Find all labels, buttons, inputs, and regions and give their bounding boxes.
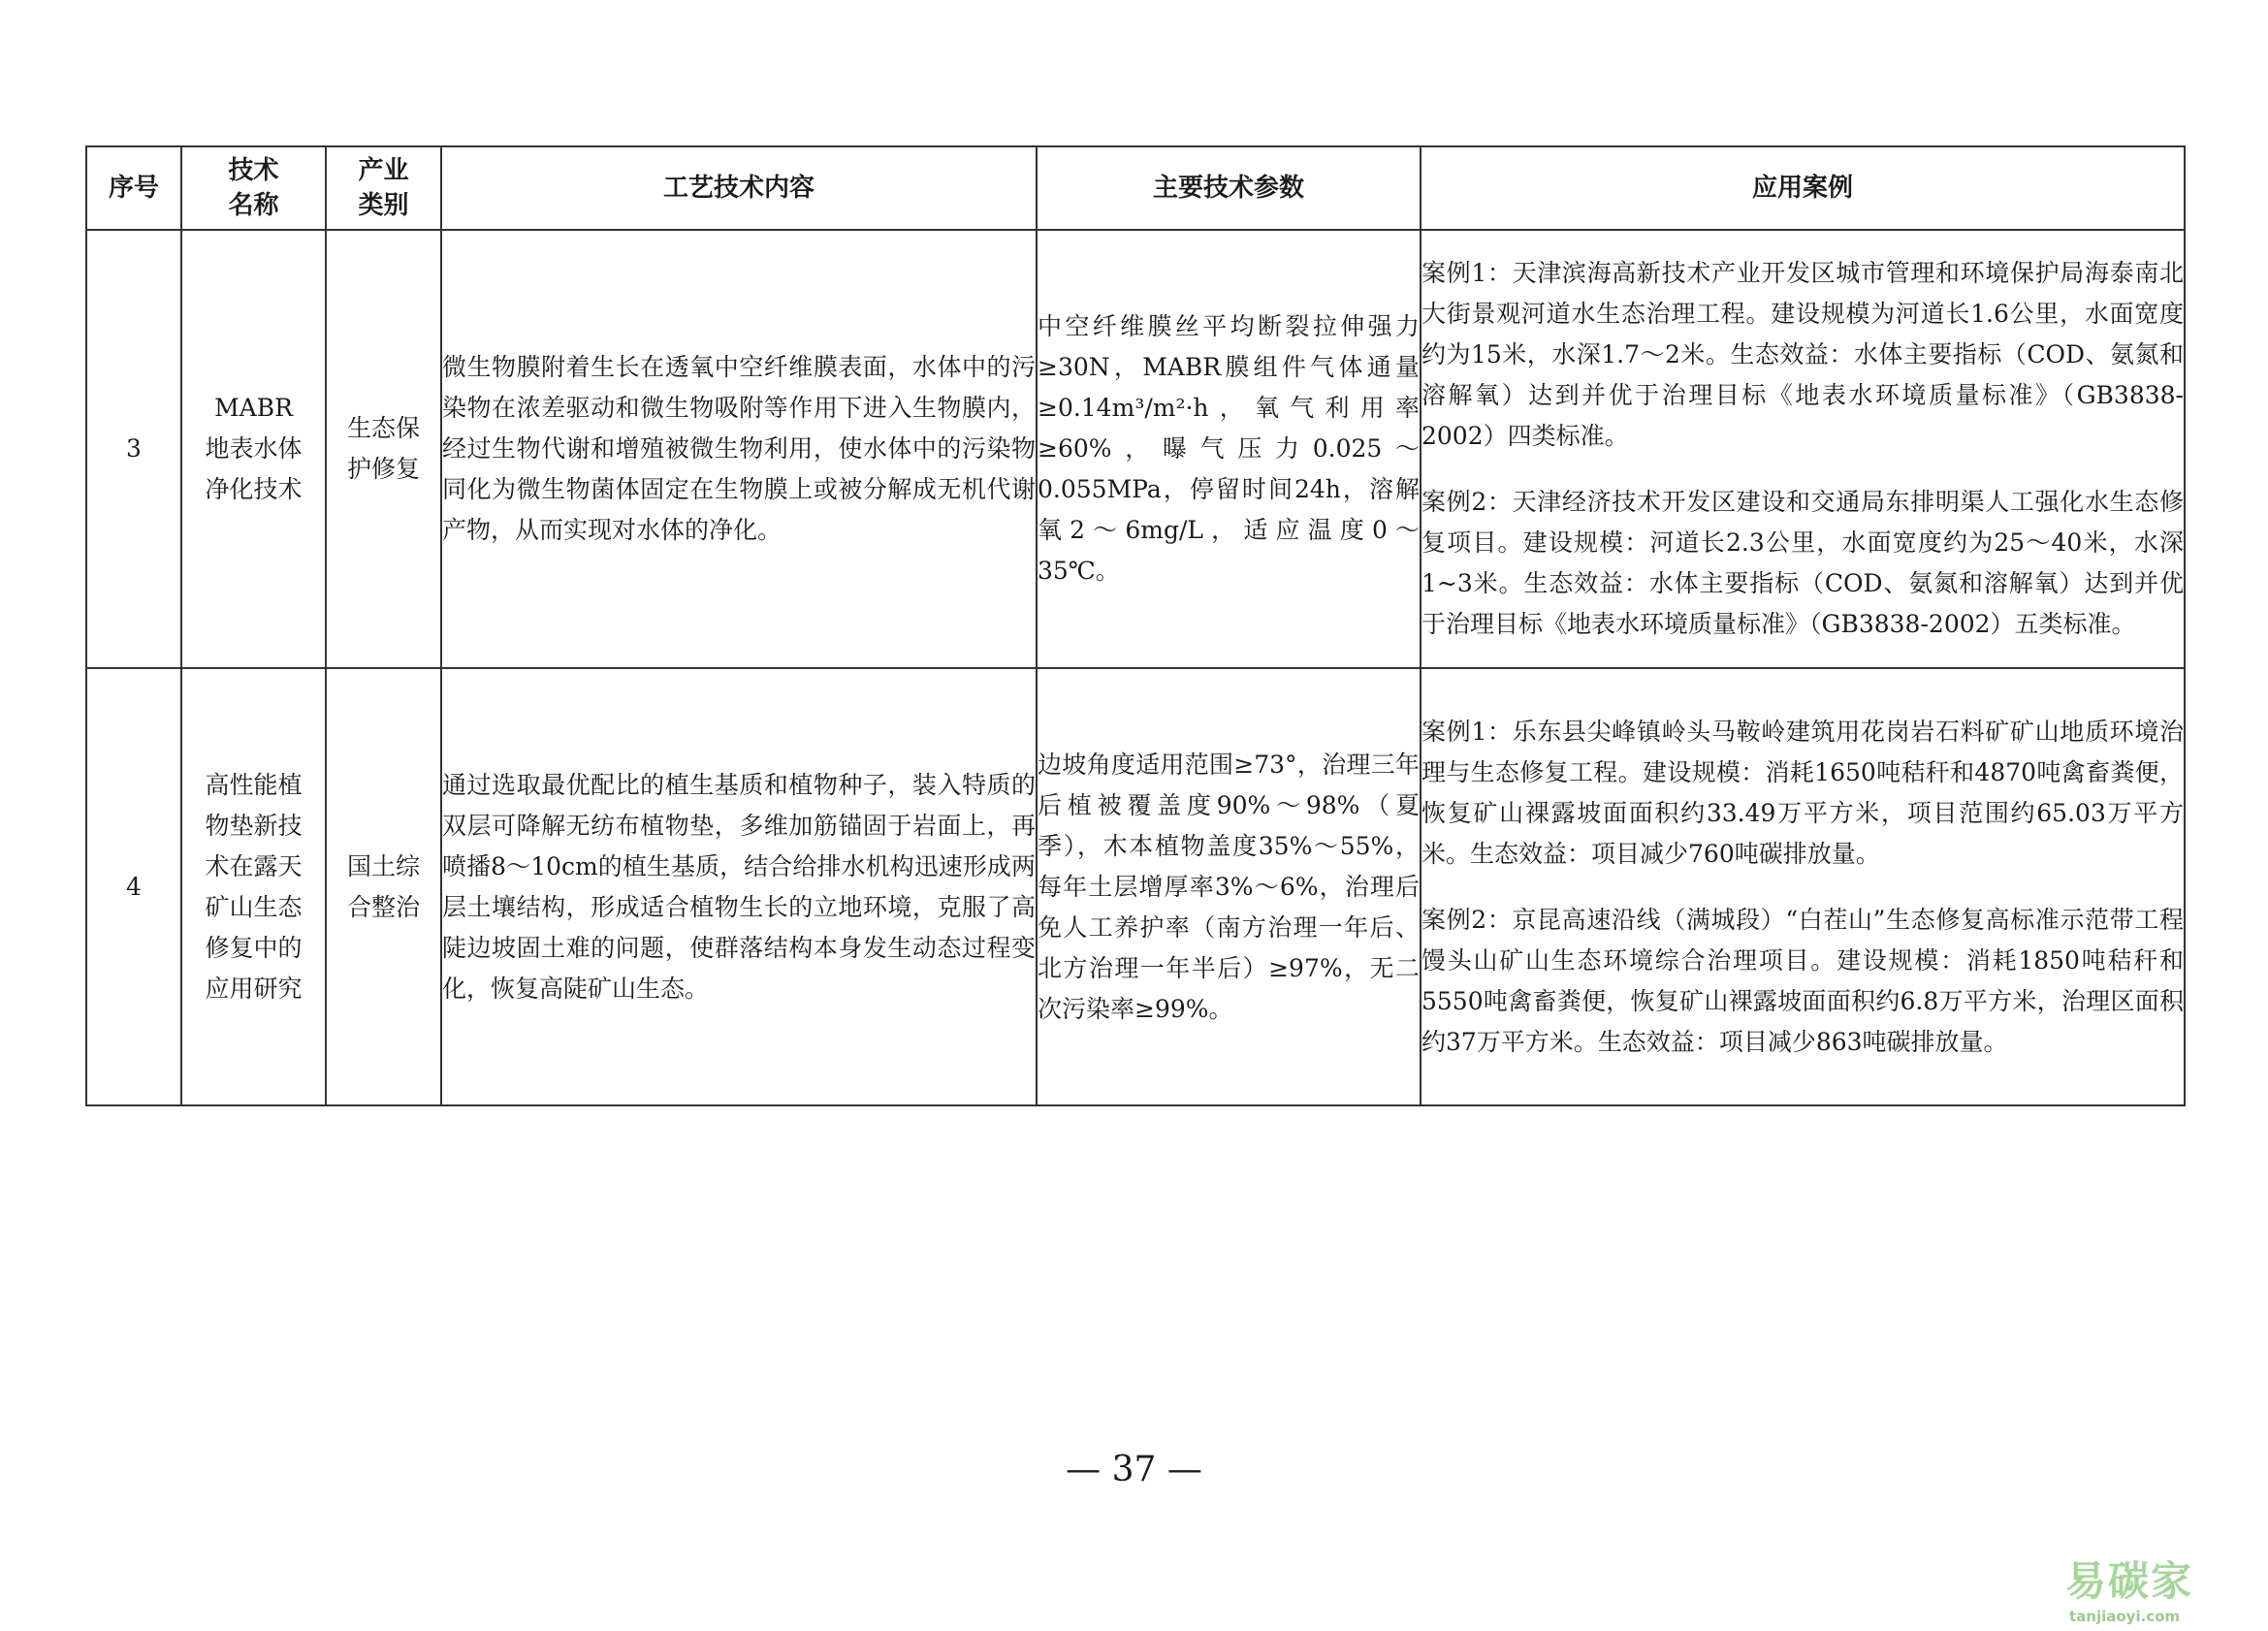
- header-params: [1037, 146, 1421, 230]
- row-number: 4: [86, 668, 181, 1105]
- header-name-line-2: 名称: [228, 191, 279, 220]
- process-content: 微生物膜附着生长在透氧中空纤维膜表面，水体中的污染物在浓差驱动和微生物吸附等作用下进入生物膜内，经过生物代谢和增殖被微生物利用，使水体中的污染物同化为微生物菌体固定在生物膜上或被分解成无机代谢产物，从而实现对水体的净化。: [441, 230, 1037, 668]
- industry-line: 合整治: [346, 892, 420, 921]
- tech-name-line: 地表水体: [205, 434, 303, 463]
- technical-params: 边坡角度适用范围≥73°，治理三年后植被覆盖度90%～98%（夏季），木本植物盖度35%～55%，每年土层增厚率3%～6%，治理后免人工养护率（南方治理一年后、北方治理一年半后）≥97%，无二次污染率≥99%。: [1037, 668, 1421, 1105]
- row-number: 3: [86, 230, 181, 668]
- table-row: [86, 230, 2185, 668]
- case-item: 案例1：天津滨海高新技术产业开发区城市管理和环境保护局海泰南北大街景观河道水生态治理工程。建设规模为河道长1.6公里，水面宽度约为15米，水深1.7～2米。生态效益：水体主要指标（COD、氨氮和溶解氧）达到并优于治理目标《地表水环境质量标准》（GB3838-2002）四类标准。: [1421, 259, 2184, 450]
- header-industry-line-2: 类别: [358, 191, 409, 220]
- industry-category: [326, 230, 441, 668]
- tech-name-line: MABR: [214, 394, 293, 422]
- header-no: [86, 146, 181, 230]
- tech-name-line: 应用研究: [205, 974, 303, 1003]
- tech-name-line: 物垫新技: [205, 811, 303, 840]
- technical-params: 中空纤维膜丝平均断裂拉伸强力≥30N，MABR膜组件气体通量≥0.14m³/m²·h，氧气利用率≥60%，曝气压力0.025～0.055MPa，停留时间24h，溶解氧2～6mg/L，适应温度0～35℃。: [1037, 230, 1421, 668]
- watermark-logo: [2065, 1550, 2268, 1631]
- header-no-label: 序号: [108, 174, 159, 203]
- case-item: 案例1：乐东县尖峰镇岭头马鞍岭建筑用花岗岩石料矿矿山地质环境治理与生态修复工程。建设规模：消耗1650吨秸秆和4870吨禽畜粪便，恢复矿山裸露坡面面积约33.49万平方米，项目范围约65.03万平方米。生态效益：项目减少760吨碳排放量。: [1421, 717, 2184, 868]
- tech-name-line: 矿山生态: [205, 892, 303, 921]
- header-name: [181, 146, 326, 230]
- header-name-line-1: 技术: [228, 156, 279, 185]
- header-industry: [326, 146, 441, 230]
- process-content: 通过选取最优配比的植生基质和植物种子，装入特质的双层可降解无纺布植物垫，多维加筋锚固于岩面上，再喷播8～10cm的植生基质，结合给排水机构迅速形成两层土壤结构，形成适合植物生长的立地环境，克服了高陡边坡固土难的问题，使群落结构本身发生动态过程变化，恢复高陡矿山生态。: [441, 668, 1037, 1105]
- industry-line: 生态保: [346, 414, 420, 442]
- header-process-label: 工艺技术内容: [662, 174, 815, 203]
- header-cases: [1421, 146, 2185, 230]
- industry-line: 护修复: [346, 455, 420, 483]
- table-row: [86, 668, 2185, 1105]
- tech-name-line: 高性能植: [205, 770, 303, 799]
- tech-name-line: 修复中的: [205, 933, 303, 962]
- tech-name-line: 术在露天: [205, 851, 303, 880]
- header-process: [441, 146, 1037, 230]
- case-item: 案例2：天津经济技术开发区建设和交通局东排明渠人工强化水生态修复项目。建设规模：河道长2.3公里，水面宽度约为25～40米，水深1~3米。生态效益：水体主要指标（COD、氨氮和溶解氧）达到并优于治理目标《地表水环境质量标准》（GB3838-2002）五类标准。: [1421, 488, 2184, 638]
- tech-name-line: 净化技术: [205, 475, 303, 503]
- industry-category: [326, 668, 441, 1105]
- header-cases-label: 应用案例: [1751, 174, 1853, 203]
- watermark-sub: tanjiaoyi.com: [2069, 1608, 2181, 1625]
- industry-line: 国土综: [346, 851, 420, 880]
- page-number: — 37 —: [1066, 1450, 1202, 1489]
- application-cases: [1421, 230, 2185, 668]
- tech-name: [181, 668, 326, 1105]
- tech-table: [85, 145, 2186, 1106]
- watermark-main: 易碳家: [2065, 1557, 2194, 1605]
- header-params-label: 主要技术参数: [1152, 174, 1304, 203]
- application-cases: [1421, 668, 2185, 1105]
- tech-name: [181, 230, 326, 668]
- case-item: 案例2：京昆高速沿线（满城段）“白茬山”生态修复高标准示范带工程馒头山矿山生态环境综合治理项目。建设规模：消耗1850吨秸秆和5550吨禽畜粪便，恢复矿山裸露坡面面积约6.8万平方米，治理区面积约37万平方米。生态效益：项目减少863吨碳排放量。: [1421, 905, 2184, 1056]
- header-industry-line-1: 产业: [358, 156, 409, 185]
- table-header-row: [86, 146, 2185, 230]
